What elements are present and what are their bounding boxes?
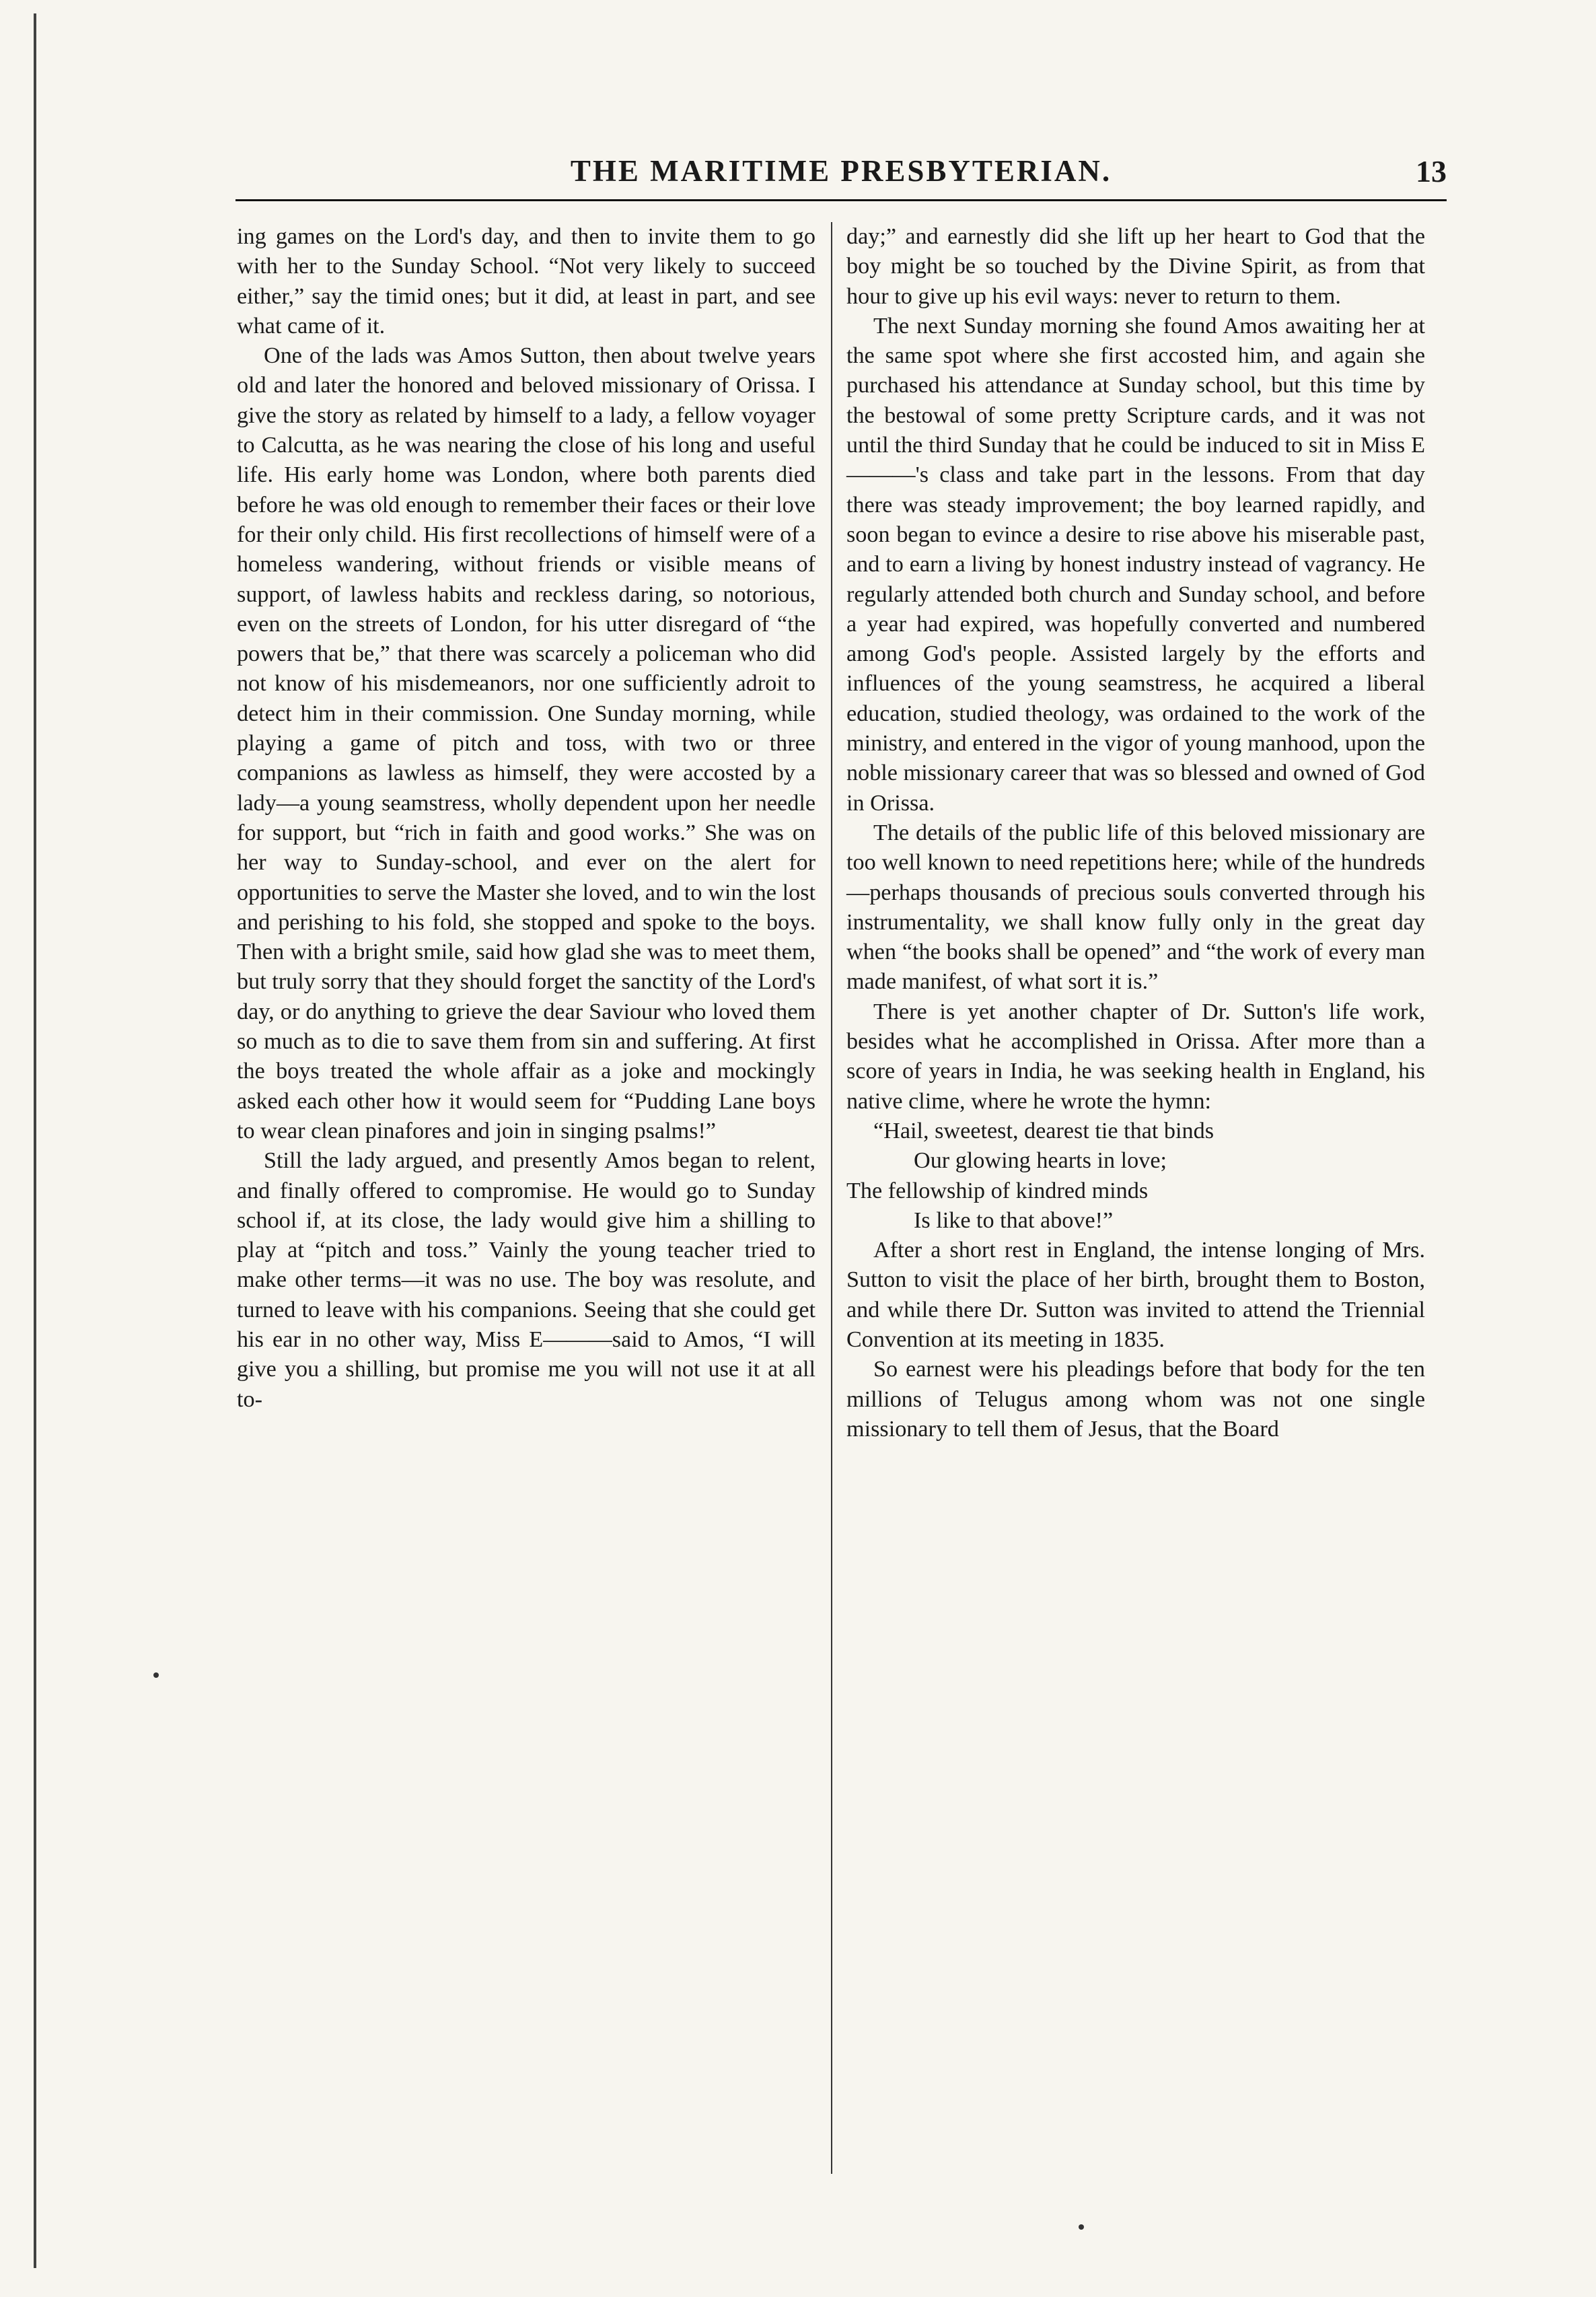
page-header — [235, 153, 1447, 194]
page-number: 13 — [1416, 154, 1447, 188]
column-divider — [831, 222, 832, 2174]
hymn-line-3: The fellowship of kindred minds — [846, 1178, 1149, 1203]
right-paragraph-2: The next Sunday morning she found Amos awaiting her at the same spot where she first accosted him, and again she purchased his attendance at Sunday school, but this time by the bestowal of some pretty Scripture cards, and it was not until the third Sunday that he could be induced to sit in Miss E———'s class and take part in the lessons. From that day there was steady improvement; the boy learned rapidly, and soon began to evince a desire to rise above his miserable past, and to earn a living by honest industry instead of vagrancy. He regularly attended both church and Sunday school, and before a year had expired, was hopefully converted and numbered among God's people. Assisted largely by the efforts and influences of the young seamstress, he acquired a liberal education, studied theology, was ordained to the work of the ministry, and entered in the vigor of young manhood, upon the noble missionary career that was so blessed and owned of God in Orissa. — [846, 313, 1425, 816]
right-paragraph-6: So earnest were his pleadings before that body for the ten millions of Telugus among whom was not one single missionary to tell them of Jesus, that the Board — [846, 1357, 1425, 1442]
header-rule — [235, 199, 1447, 201]
left-paragraph-2: One of the lads was Amos Sutton, then about twelve years old and later the honored and beloved missionary of Orissa. I give the story as related by himself to a lady, a fellow voyager to Calcutta, as he was nearing the close of his long and useful life. His early home was London, where both parents died before he was old enough to remember their faces or their love for their only child. His first recollections of himself were of a homeless wandering, without friends or visible means of support, of lawless habits and reckless daring, so notorious, even on the streets of London, for his utter disregard of “the powers that be,” that there was scarcely a policeman who did not know of his misdemeanors, nor one sufficiently adroit to detect him in their commission. One Sunday morning, while playing a game of pitch and toss, with two or three companions as lawless as himself, they were accosted by a lady—a young seamstress, wholly dependent upon her needle for support, but “rich in faith and good works.” She was on her way to Sunday-school, and ever on the alert for opportunities to serve the Master she loved, and to win the lost and perishing to his fold, she stopped and spoke to the boys. Then with a bright smile, said how glad she was to meet them, but truly sorry that they should forget the sanctity of the Lord's day, or do anything to grieve the dear Saviour who loved them so much as to die to save them from sin and suffering. At first the boys treated the whole affair as a joke and mockingly asked each other how it would seem for “Pudding Lane boys to wear clean pinafores and join in singing psalms!” — [237, 343, 815, 1143]
right-paragraph-5: After a short rest in England, the intense longing of Mrs. Sutton to visit the place of her birth, brought them to Boston, and while there Dr. Sutton was invited to attend the Triennial Convention at its meeting in 1835. — [846, 1238, 1425, 1352]
ink-speck — [1079, 2224, 1084, 2230]
hymn-line-4: Is like to that above!” — [914, 1207, 1114, 1233]
right-paragraph-1: day;” and earnestly did she lift up her heart to God that the boy might be so touched by the Divine Spirit, as from that hour to give up his evil ways: never to return to them. — [846, 224, 1425, 309]
left-paragraph-3: Still the lady argued, and presently Amos began to relent, and finally offered to compromise. He would go to Sunday school if, at its close, the lady would give him a shilling to play at “pitch and toss.” Vainly the young teacher tried to make other terms—it was no use. The boy was resolute, and turned to leave with his companions. Seeing that she could get his ear in no other way, Miss E———said to Amos, “I will give you a shilling, but promise me you will not use it at all to- — [237, 1148, 815, 1412]
running-title: THE MARITIME PRESBYTERIAN. — [570, 154, 1112, 188]
right-paragraph-4: There is yet another chapter of Dr. Sutton's life work, besides what he accomplished in Orissa. After more than a score of years in India, he was seeking health in England, his native clime, where he wrote the hymn: — [846, 999, 1425, 1114]
right-paragraph-3: The details of the public life of this beloved missionary are too well known to need repetitions here; while of the hundreds—perhaps thousands of precious souls converted through his instrumentality, we shall know fully only in the great day when “the books shall be opened” and “the work of every man made manifest, of what sort it is.” — [846, 820, 1425, 995]
hymn-line-2: Our glowing hearts in love; — [914, 1148, 1167, 1174]
binding-edge-shadow — [34, 13, 36, 2268]
hymn-line-1: “Hail, sweetest, dearest tie that binds — [873, 1118, 1214, 1143]
left-column — [237, 222, 815, 1415]
right-column — [846, 222, 1425, 1444]
hymn-verse — [846, 1117, 1425, 1236]
left-paragraph-1: ing games on the Lord's day, and then to invite them to go with her to the Sunday School. “Not very likely to succeed either,” say the timid ones; but it did, at least in part, and see what came of it. — [237, 224, 815, 339]
ink-speck — [153, 1672, 159, 1678]
